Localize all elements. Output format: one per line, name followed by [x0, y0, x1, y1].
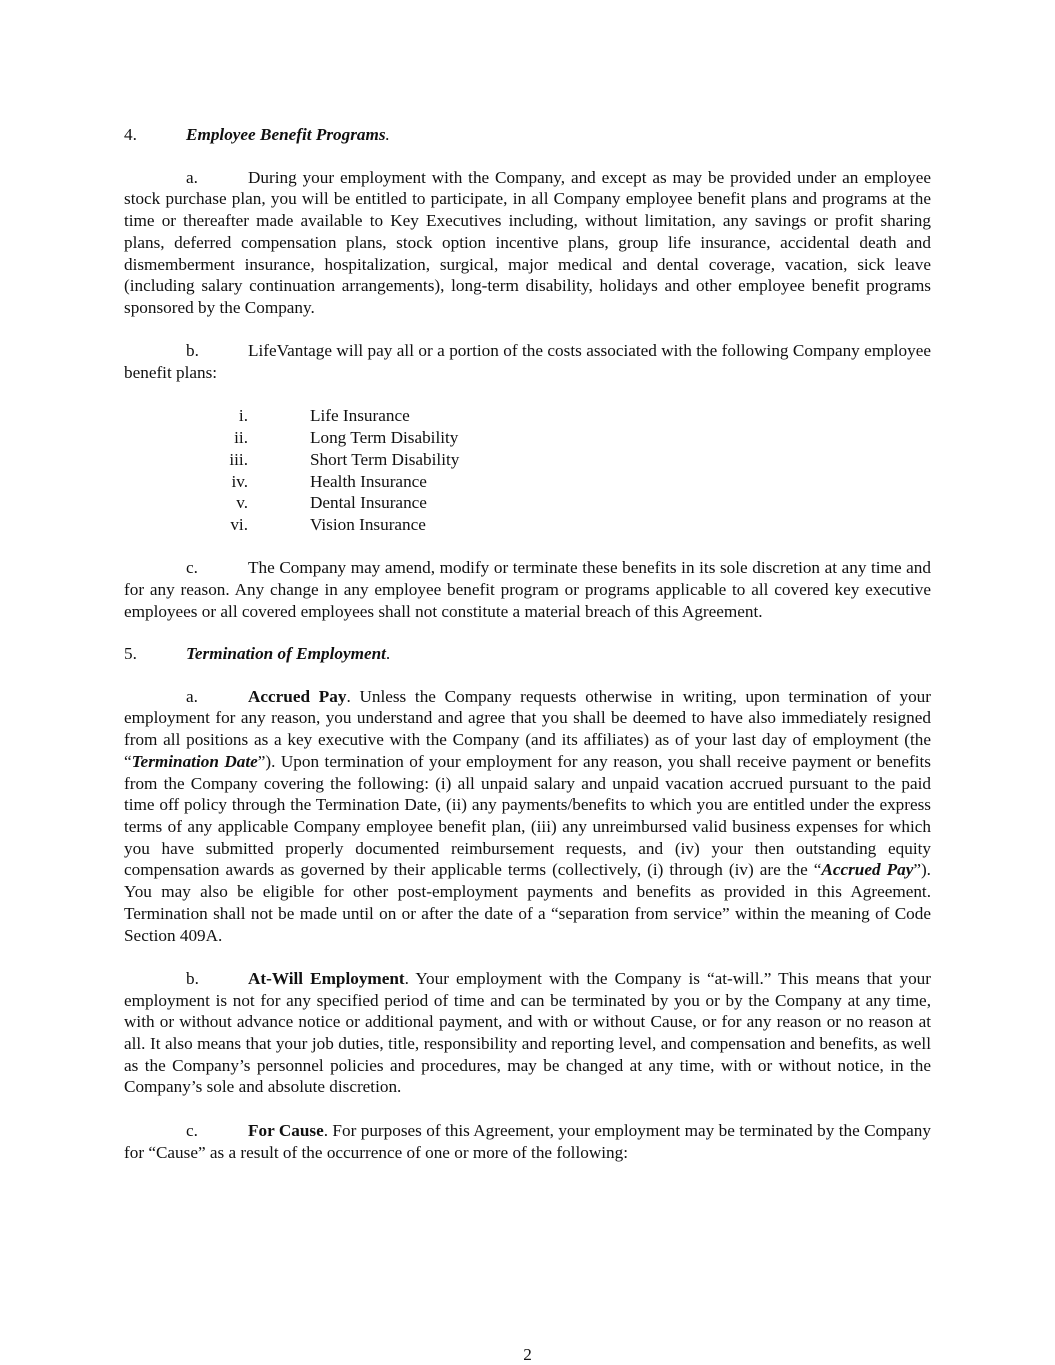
list-item-text: Vision Insurance	[310, 514, 426, 534]
document-body	[124, 125, 931, 1185]
list-item-number: iv.	[231, 471, 248, 491]
section-title-period: .	[385, 644, 391, 664]
list-item	[124, 471, 931, 493]
list-item-text: Life Insurance	[310, 406, 410, 426]
list-item-text: Short Term Disability	[310, 449, 460, 469]
section-4-heading	[124, 125, 931, 145]
paragraph-text: . For purposes of this Agreement, your employment may be terminated by the Company for “Cause” as a result of the occurrence of one or more of the following:	[124, 1120, 931, 1162]
paragraph-text: . Unless the Company requests otherwise in writing, upon termination of your employment for any reason, you understand and agree that you shall be deemed to have also immediately resigned from all positions as a key executive with the Company (and its affiliates) as of your last day of employment (the “	[124, 686, 931, 771]
list-item	[124, 449, 931, 471]
paragraph-text: . Your employment with the Company is “at-will.” This means that your employment is not for any specified period of time and can be terminated by you or by the Company at any time, with or without advance notice or additional payment, and with or without Cause, or for any reason or no reason at all. It also means that your job duties, title, responsibility and reporting level, and compensation and benefits, as well as the Company’s personnel policies and procedures, may be changed at any time, with or without notice, in the Company’s sole and absolute discretion.	[124, 968, 932, 1097]
paragraph-label: b.	[186, 968, 199, 988]
section-5a-paragraph	[124, 686, 931, 946]
paragraph-label: a.	[186, 167, 198, 187]
paragraph-heading: At-Will Employment	[248, 968, 405, 988]
list-item	[124, 514, 931, 536]
paragraph-text: ”). You may also be eligible for other post-employment payments and benefits as provided in this Agreement. Termination shall not be made until on or after the date of a “separation from service” within the meaning of Code Section 409A.	[124, 860, 931, 945]
section-title	[186, 644, 390, 664]
section-4b-paragraph	[124, 340, 931, 383]
paragraph-heading: For Cause	[248, 1120, 324, 1140]
section-5b-paragraph	[124, 968, 931, 1098]
list-item	[124, 427, 931, 449]
defined-term-accrued-pay: Accrued Pay	[821, 860, 914, 880]
section-5c-paragraph	[124, 1120, 931, 1163]
paragraph-text: The Company may amend, modify or terminate these benefits in its sole discretion at any time and for any reason. Any change in any employee benefit program or programs applicable to all covered key executive employees or all covered employees shall not constitute a material breach of this Agreement.	[124, 558, 931, 621]
list-item-number: ii.	[234, 428, 248, 448]
list-item-number: v.	[236, 493, 248, 513]
list-item	[124, 405, 931, 427]
paragraph-text: ”). Upon termination of your employment for any reason, you shall receive payment or benefits from the Company covering the following: (i) all unpaid salary and unpaid vacation accrued pursuant to the paid time off policy through the Termination Date, (ii) any payments/benefits to which you are entitled under the express terms of any applicable Company employee benefit plan, (iii) any unreimbursed valid business expenses for which you have submitted properly documented reimbursement requests, and (iv) your then outstanding equity compensation awards as governed by their applicable terms (collectively, (i) through (iv) are the “	[124, 751, 931, 880]
list-item-text: Health Insurance	[310, 471, 427, 491]
section-title-period: .	[385, 125, 390, 144]
list-item-number: i.	[238, 406, 248, 426]
list-item-text: Long Term Disability	[310, 428, 459, 448]
paragraph-label: b.	[186, 341, 199, 361]
section-title-text: Termination of Employment	[186, 644, 386, 664]
section-5-heading	[124, 644, 931, 664]
page-number: 2	[523, 1345, 532, 1364]
section-number: 4.	[124, 125, 137, 144]
list-item-number: iii.	[229, 449, 248, 469]
paragraph-label: c.	[186, 558, 198, 578]
list-item-number: vi.	[230, 514, 248, 534]
section-number: 5.	[124, 644, 137, 664]
section-title	[186, 125, 390, 145]
defined-term-termination-date: Termination Date	[131, 751, 258, 771]
paragraph-text: During your employment with the Company, and except as may be provided under an employee stock purchase plan, you will be entitled to participate, in all Company employee benefit plans and programs at the time or thereafter made available to Key Executives including, without limitation, any savings or profit sharing plans, deferred compensation plans, stock option incentive plans, group life insurance, accidental death and dismemberment insurance, hospitalization, surgical, major medical and dental coverage, vacation, sick leave (including salary continuation arrangements), long-term disability, holidays and other employee benefit programs sponsored by the Company.	[124, 167, 931, 317]
section-4c-paragraph	[124, 557, 931, 622]
section-title-text: Employee Benefit Programs	[186, 125, 386, 144]
paragraph-label: a.	[186, 686, 198, 706]
list-item-text: Dental Insurance	[310, 493, 427, 513]
benefit-plans-list	[124, 405, 931, 535]
paragraph-text: LifeVantage will pay all or a portion of the costs associated with the following Company employee benefit plans:	[124, 341, 931, 382]
section-4a-paragraph	[124, 167, 931, 319]
paragraph-heading: Accrued Pay	[248, 686, 347, 706]
list-item	[124, 492, 931, 514]
paragraph-label: c.	[186, 1120, 198, 1140]
